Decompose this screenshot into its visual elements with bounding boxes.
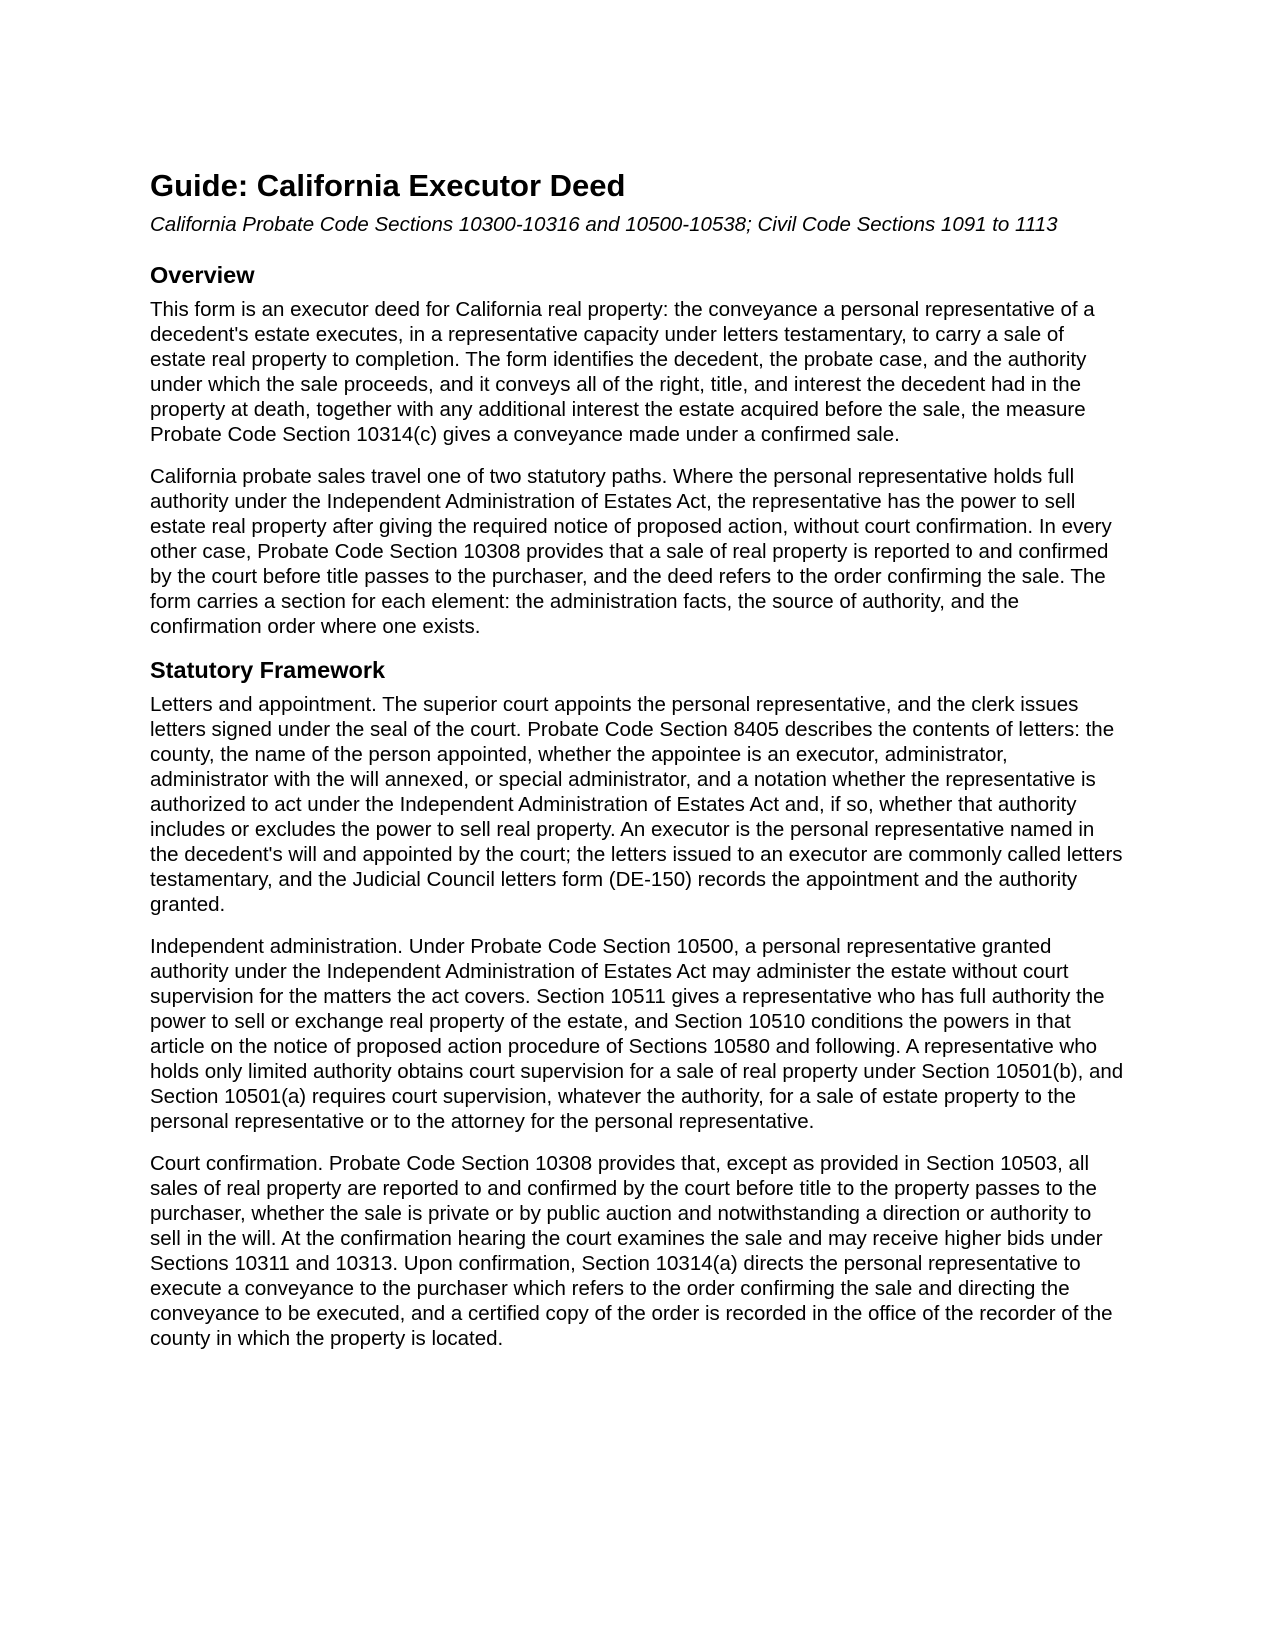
paragraph: Independent administration. Under Probate Code Section 10500, a personal representative granted authority under the Independent Administration of Estates Act may administer the estate without court supervision for the matters the act covers. Section 10511 gives a representative who has full authority the power to sell or exchange real property of the estate, and Section 10510 conditions the powers in that article on the notice of proposed action procedure of Sections 10580 and following. A representative who holds only limited authority obtains court supervision for a sale of real property under Section 10501(b), and Section 10501(a) requires court supervision, whatever the authority, for a sale of estate property to the personal representative or to the attorney for the personal representative. [150, 935, 1124, 1133]
paragraph: California probate sales travel one of two statutory paths. Where the personal representative holds full authority under the Independent Administration of Estates Act, the representative has the power to sell estate real property after giving the required notice of proposed action, without court confirmation. In every other case, Probate Code Section 10308 provides that a sale of real property is reported to and confirmed by the court before title passes to the purchaser, and the deed refers to the order confirming the sale. The form carries a section for each element: the administration facts, the source of authority, and the confirmation order where one exists. [150, 465, 1112, 638]
document-page [150, 168, 1125, 1368]
document-title: Guide: California Executor Deed [150, 168, 626, 203]
section-statutory-framework [150, 656, 1125, 1351]
paragraph: Letters and appointment. The superior court appoints the personal representative, and the clerk issues letters signed under the seal of the court. Probate Code Section 8405 describes the contents of letters: the county, the name of the person appointed, whether the appointee is an executor, administrator, administrator with the will annexed, or special administrator, and a notation whether the representative is authorized to act under the Independent Administration of Estates Act and, if so, whether that authority includes or excludes the power to sell real property. An executor is the personal representative named in the decedent's will and appointed by the court; the letters issued to an executor are commonly called letters testamentary, and the Judicial Council letters form (DE-150) records the appointment and the authority granted. [150, 693, 1123, 916]
paragraph: This form is an executor deed for California real property: the conveyance a personal representative of a decedent's estate executes, in a representative capacity under letters testamentary, to carry a sale of estate real property to completion. The form identifies the decedent, the probate case, and the authority under which the sale proceeds, and it conveys all of the right, title, and interest the decedent had in the property at death, together with any additional interest the estate acquired before the sale, the measure Probate Code Section 10314(c) gives a conveyance made under a confirmed sale. [150, 298, 1095, 446]
section-heading: Overview [150, 262, 255, 288]
section-heading: Statutory Framework [150, 657, 386, 683]
paragraph: Court confirmation. Probate Code Section 10308 provides that, except as provided in Section 10503, all sales of real property are reported to and confirmed by the court before title to the property passes to the purchaser, whether the sale is private or by public auction and notwithstanding a direction or authority to sell in the will. At the confirmation hearing the court examines the sale and may receive higher bids under Sections 10311 and 10313. Upon confirmation, Section 10314(a) directs the personal representative to execute a conveyance to the purchaser which refers to the order confirming the sale and directing the conveyance to be executed, and a certified copy of the order is recorded in the office of the recorder of the county in which the property is located. [150, 1152, 1113, 1350]
document-subtitle: California Probate Code Sections 10300-10316 and 10500-10538; Civil Code Sections 1091 to 1113 [150, 213, 1058, 236]
section-overview [150, 261, 1125, 639]
